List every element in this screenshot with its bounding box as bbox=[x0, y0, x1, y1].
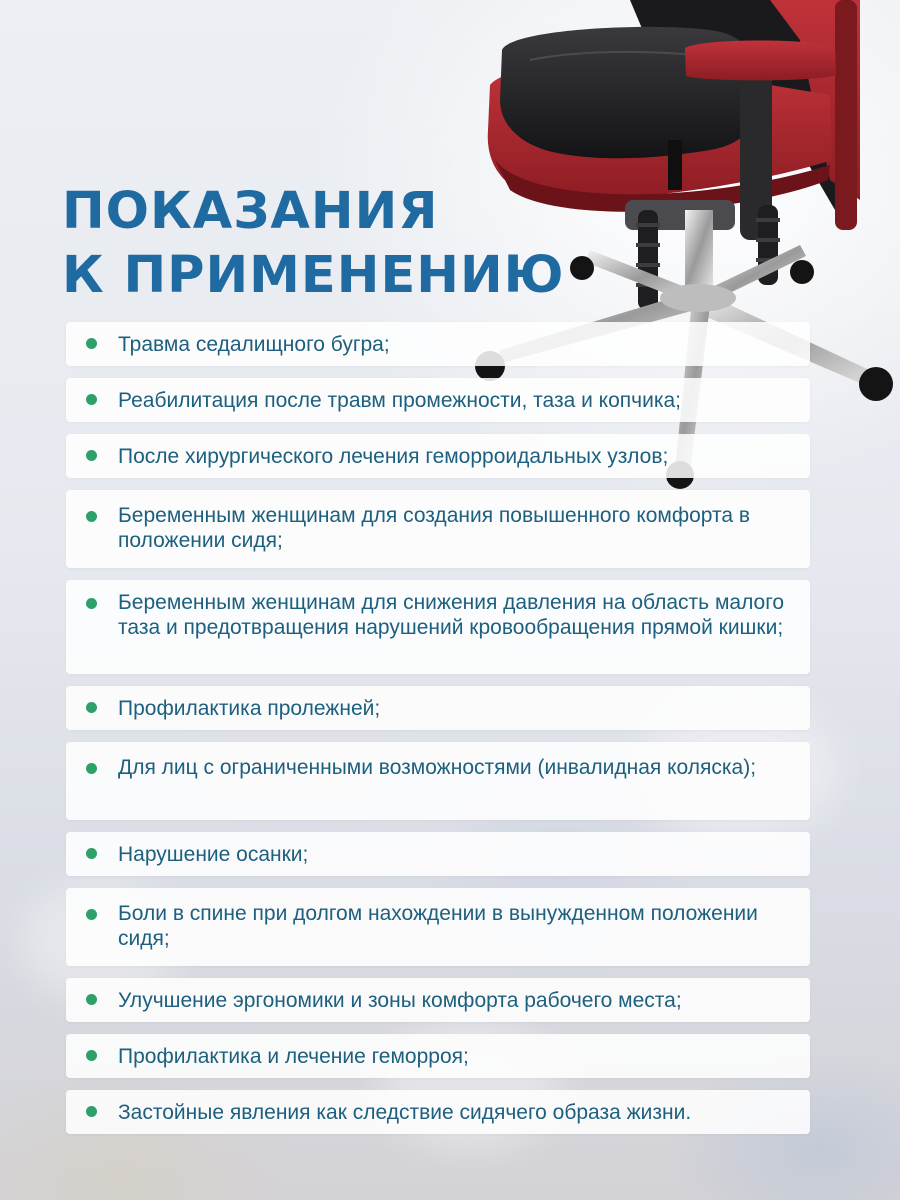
bullet-icon bbox=[86, 338, 97, 349]
list-item bbox=[66, 378, 810, 422]
bullet-icon bbox=[86, 598, 97, 609]
list-item-text: Застойные явления как следствие сидячего образа жизни. bbox=[118, 1100, 692, 1124]
list-item-text: Беременным женщинам для снижения давления на область малого таза и предотвращения нарушений кровообращения прямой кишки; bbox=[118, 591, 785, 639]
bullet-icon bbox=[86, 702, 97, 713]
list-item bbox=[66, 888, 810, 966]
bullet-icon bbox=[86, 1106, 97, 1117]
list-item-text: Травма седалищного бугра; bbox=[118, 332, 390, 356]
list-item bbox=[66, 580, 810, 674]
list-item-text: После хирургического лечения геморроидальных узлов; bbox=[118, 444, 669, 468]
list-item bbox=[66, 322, 810, 366]
list-item bbox=[66, 1090, 810, 1134]
indications-list bbox=[66, 322, 810, 1146]
list-item bbox=[66, 1034, 810, 1078]
bullet-icon bbox=[86, 848, 97, 859]
list-item-text: Беременным женщинам для создания повышенного комфорта в положении сидя; bbox=[118, 504, 751, 552]
list-item bbox=[66, 490, 810, 568]
list-item-text: Реабилитация после травм промежности, таза и копчика; bbox=[118, 388, 681, 412]
title-line-2: К ПРИМЕНЕНИЮ bbox=[62, 246, 565, 305]
title-line-1: ПОКАЗАНИЯ bbox=[62, 182, 439, 241]
list-item-text: Боли в спине при долгом нахождении в вынужденном положении сидя; bbox=[118, 902, 758, 950]
bullet-icon bbox=[86, 511, 97, 522]
list-item-text: Для лиц с ограниченными возможностями (инвалидная коляска); bbox=[118, 756, 757, 779]
list-item-text: Нарушение осанки; bbox=[118, 842, 309, 866]
list-item bbox=[66, 832, 810, 876]
bullet-icon bbox=[86, 394, 97, 405]
list-item-text: Профилактика и лечение геморроя; bbox=[118, 1044, 469, 1068]
list-item bbox=[66, 742, 810, 820]
page-title bbox=[62, 180, 565, 308]
list-item-text: Профилактика пролежней; bbox=[118, 696, 381, 720]
bullet-icon bbox=[86, 994, 97, 1005]
bullet-icon bbox=[86, 450, 97, 461]
list-item bbox=[66, 434, 810, 478]
list-item-text: Улучшение эргономики и зоны комфорта рабочего места; bbox=[118, 988, 682, 1012]
list-item bbox=[66, 686, 810, 730]
bullet-icon bbox=[86, 909, 97, 920]
list-item bbox=[66, 978, 810, 1022]
bullet-icon bbox=[86, 1050, 97, 1061]
bullet-icon bbox=[86, 763, 97, 774]
